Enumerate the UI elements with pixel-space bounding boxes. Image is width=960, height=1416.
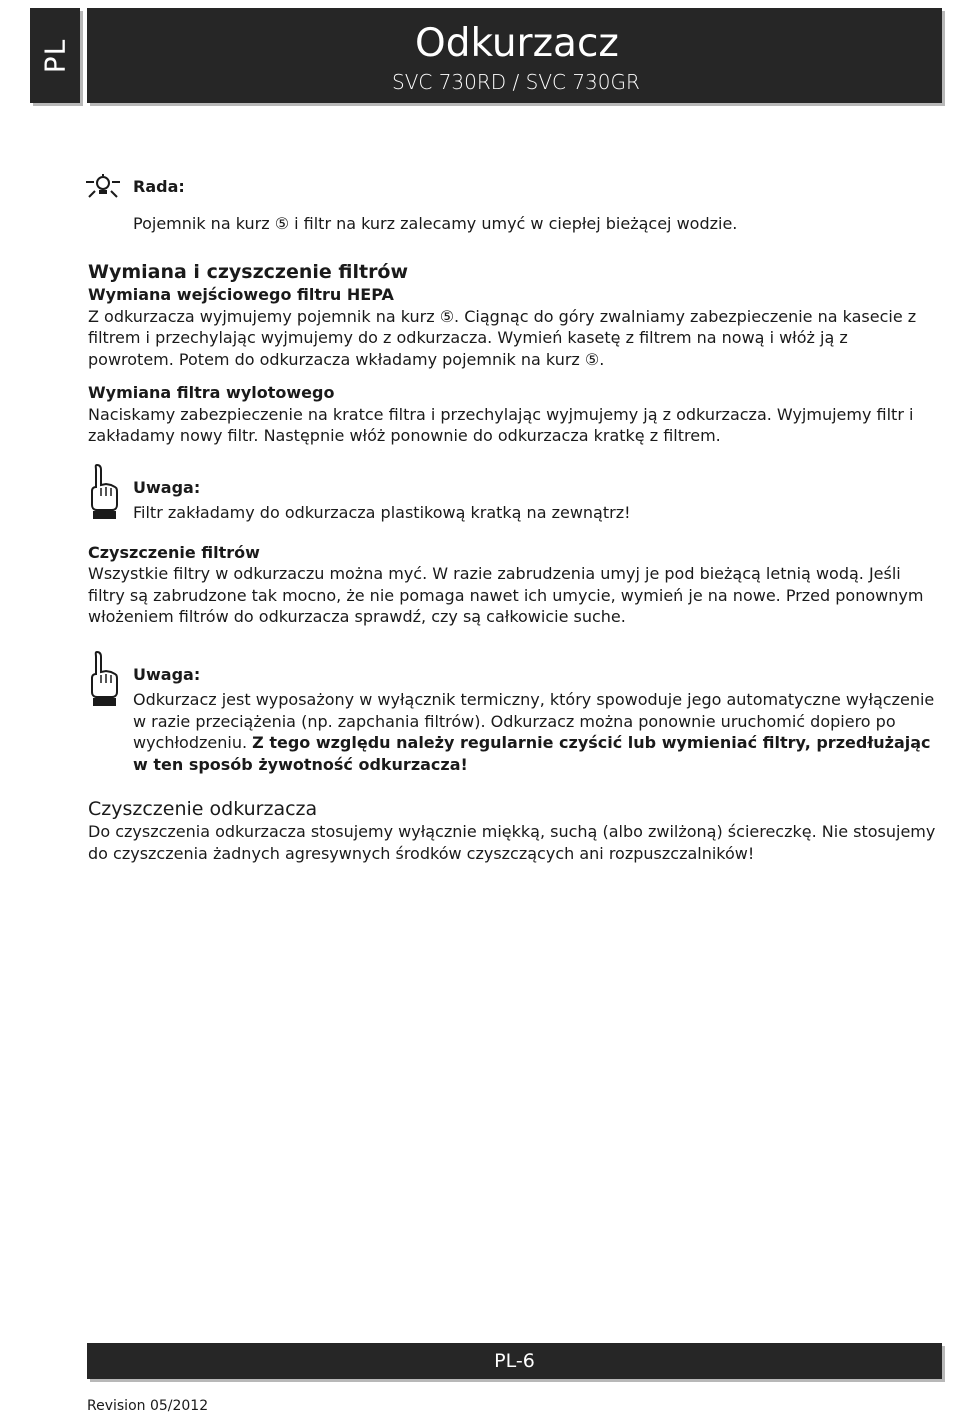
hepa-text: Z odkurzacza wyjmujemy pojemnik na kurz ⑤. Ciągnąc do góry zwalniamy zabezpieczenie na kasecie z filtrem i przechylając wyjmujemy do z odkurzacza. Wymień kasetę z filtrem na nową i włóż ją z powrotem. Potem do odkurzacza wkładamy pojemnik na kurz ⑤. xyxy=(88,306,917,369)
pointing-hand-icon xyxy=(88,650,120,712)
footer-bar xyxy=(87,1343,942,1379)
cleaning-filters-heading: Czyszczenie filtrów xyxy=(88,542,260,562)
note1-text: Filtr zakładamy do odkurzacza plastikową kratką na zewnątrz! xyxy=(133,503,631,522)
note2-text: Odkurzacz jest wyposażony w wyłącznik termiczny, który spowoduje jego automatyczne wyłączenie w razie przeciążenia (np. zapchania filtrów). Odkurzacz można ponownie uruchomić dopiero po wychłodzeniu. xyxy=(133,690,935,752)
tip-block xyxy=(84,176,938,234)
model-subtitle: SVC 730RD / SVC 730GR xyxy=(392,70,640,94)
main-content xyxy=(88,176,938,864)
note2-paragraph xyxy=(133,689,938,775)
outlet-heading: Wymiana filtra wylotowego xyxy=(88,383,335,402)
note1-label: Uwaga: xyxy=(133,477,201,497)
filters-heading: Wymiana i czyszczenie filtrów xyxy=(88,261,409,283)
language-label: PL xyxy=(38,38,72,73)
revision-label: Revision 05/2012 xyxy=(87,1398,209,1414)
lightbulb-icon xyxy=(84,174,122,204)
outlet-text: Naciskamy zabezpieczenie na kratce filtra i przechylając wyjmujemy ją z odkurzacza. Wyjmujemy filtr i zakładamy nowy filtr. Następnie włóż ponownie do odkurzacza kratkę z filtrem. xyxy=(88,404,914,445)
vacuum-cleaning-text: Do czyszczenia odkurzacza stosujemy wyłącznie miękką, suchą (albo zwilżoną) ściereczkę. Nie stosujemy do czyszczenia żadnych agresywnych środków czyszczących ani rozpuszczalników! xyxy=(88,822,936,863)
page-title: Odkurzacz xyxy=(415,21,619,66)
language-tab xyxy=(30,8,80,103)
tip-text: Pojemnik na kurz ⑤ i filtr na kurz zalecamy umyć w ciepłej bieżącej wodzie. xyxy=(133,213,738,233)
title-box xyxy=(87,8,942,103)
hepa-heading: Wymiana wejściowego filtru HEPA xyxy=(88,285,394,304)
note2-label: Uwaga: xyxy=(133,664,201,684)
note-block-2 xyxy=(88,664,938,776)
pointing-hand-icon xyxy=(88,463,120,525)
note2-bold-text: Z tego względu należy regularnie czyścić lub wymieniać filtry, przedłużając w ten sposób żywotność odkurzacza! xyxy=(133,733,931,774)
vacuum-cleaning-heading: Czyszczenie odkurzacza xyxy=(88,798,318,820)
note-block-1 xyxy=(88,477,938,524)
cleaning-filters-text: Wszystkie filtry w odkurzaczu można myć. W razie zabrudzenia umyj je pod bieżącą letnią wodą. Jeśli filtry są zabrudzone tak mocno, że nie pomaga nawet ich umycie, wymień je na nowe. Przed ponownym włożeniem filtrów do odkurzacza sprawdź, czy są całkowicie suche. xyxy=(88,564,924,626)
page-number: PL-6 xyxy=(494,1350,535,1372)
tip-label: Rada: xyxy=(133,177,185,196)
